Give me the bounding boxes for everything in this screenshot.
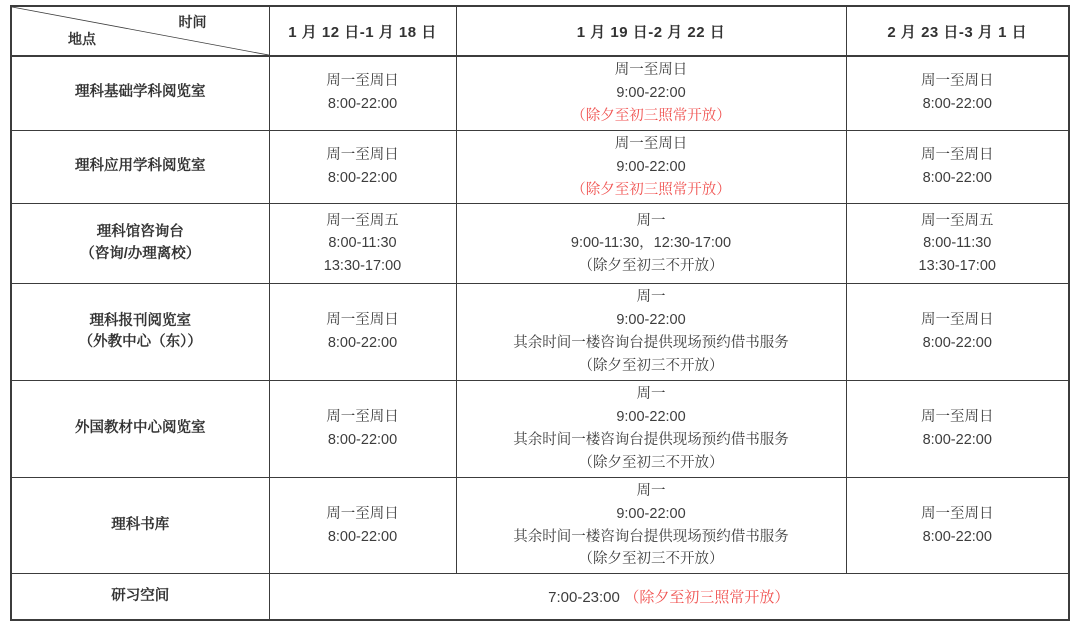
location-cell — [11, 284, 269, 381]
hours-cell: 周一至周日 8:00-22:00 — [269, 56, 456, 130]
header-row — [11, 6, 1069, 56]
table-row — [11, 56, 1069, 130]
holiday-closed-note: （除夕至初三不开放） — [578, 454, 724, 471]
hours-cell: 周一至周日 8:00-22:00 — [846, 477, 1069, 574]
table-row — [11, 284, 1069, 381]
hours-cell: 周一 9:00-22:00 其余时间一楼咨询台提供现场预约借书服务 （除夕至初三不开放） — [456, 381, 846, 478]
holiday-closed-note: （除夕至初三不开放） — [578, 258, 724, 275]
location-subtitle: （咨询/办理离校） — [80, 245, 201, 262]
column-header-period-3: 2 月 23 日-3 月 1 日 — [846, 6, 1069, 56]
hours-cell: 周一至周五 8:00-11:30 13:30-17:00 — [269, 204, 456, 284]
location-cell — [11, 381, 269, 478]
reservation-service-note: 其余时间一楼咨询台提供现场预约借书服务 — [513, 431, 789, 448]
hours-cell: 周一 9:00-22:00 其余时间一楼咨询台提供现场预约借书服务 （除夕至初三不开放） — [456, 477, 846, 574]
table-row — [11, 130, 1069, 204]
table-row — [11, 204, 1069, 284]
location-cell — [11, 477, 269, 574]
location-name: 理科基础学科阅览室 — [75, 84, 206, 101]
location-name: 外国教材中心阅览室 — [75, 420, 206, 436]
reservation-service-note: 其余时间一楼咨询台提供现场预约借书服务 — [513, 335, 789, 352]
hours-cell: 周一至周日 8:00-22:00 — [269, 284, 456, 381]
hours-cell: 周一至周日 8:00-22:00 — [846, 56, 1069, 130]
holiday-closed-note: （除夕至初三不开放） — [578, 358, 724, 375]
holiday-closed-note: （除夕至初三不开放） — [578, 551, 724, 568]
hours-cell: 周一至周日 8:00-22:00 — [269, 381, 456, 478]
reservation-service-note: 其余时间一楼咨询台提供现场预约借书服务 — [513, 528, 789, 545]
location-cell — [11, 130, 269, 204]
corner-header-cell — [11, 6, 269, 56]
hours-cell: 周一至周日 9:00-22:00 （除夕至初三照常开放） — [456, 130, 846, 204]
location-cell — [11, 56, 269, 130]
library-hours-table — [10, 5, 1070, 621]
location-name: 理科书库 — [111, 516, 170, 533]
hours-cell: 周一至周日 8:00-22:00 — [846, 284, 1069, 381]
holiday-open-note: （除夕至初三照常开放） — [624, 589, 790, 607]
hours-cell: 周一至周日 8:00-22:00 — [269, 130, 456, 204]
time-axis-label: 时间 — [178, 14, 207, 30]
column-header-period-2: 1 月 19 日-2 月 22 日 — [456, 6, 846, 56]
holiday-open-note: （除夕至初三照常开放） — [571, 107, 731, 124]
location-name: 理科报刊阅览室 — [89, 312, 191, 329]
table-row — [11, 381, 1069, 478]
column-header-period-1: 1 月 12 日-1 月 18 日 — [269, 6, 456, 56]
location-cell — [11, 204, 269, 284]
location-name: 理科馆咨询台 — [96, 224, 184, 241]
hours-cell: 周一至周日 8:00-22:00 — [846, 381, 1069, 478]
hours-cell: 周一至周日 9:00-22:00 （除夕至初三照常开放） — [456, 56, 846, 130]
hours-cell: 周一至周日 8:00-22:00 — [269, 477, 456, 574]
location-name: 理科应用学科阅览室 — [75, 158, 206, 175]
location-axis-label: 地点 — [68, 31, 96, 47]
hours-cell: 周一至周日 8:00-22:00 — [846, 130, 1069, 204]
hours-cell: 周一至周五 8:00-11:30 13:30-17:00 — [846, 204, 1069, 284]
holiday-open-note: （除夕至初三照常开放） — [571, 181, 731, 198]
hours-cell: 周一 9:00-11:30，12:30-17:00 （除夕至初三不开放） — [456, 204, 846, 284]
library-hours-table-wrap — [10, 5, 1070, 621]
hours-cell: 周一 9:00-22:00 其余时间一楼咨询台提供现场预约借书服务 （除夕至初三不开放） — [456, 284, 846, 381]
study-space-time: 7:00-23:00 — [548, 589, 620, 607]
location-name: 研习空间 — [111, 587, 170, 604]
location-subtitle: （外教中心（东）） — [78, 334, 202, 351]
table-row — [11, 477, 1069, 574]
diagonal-divider-line — [12, 7, 269, 55]
